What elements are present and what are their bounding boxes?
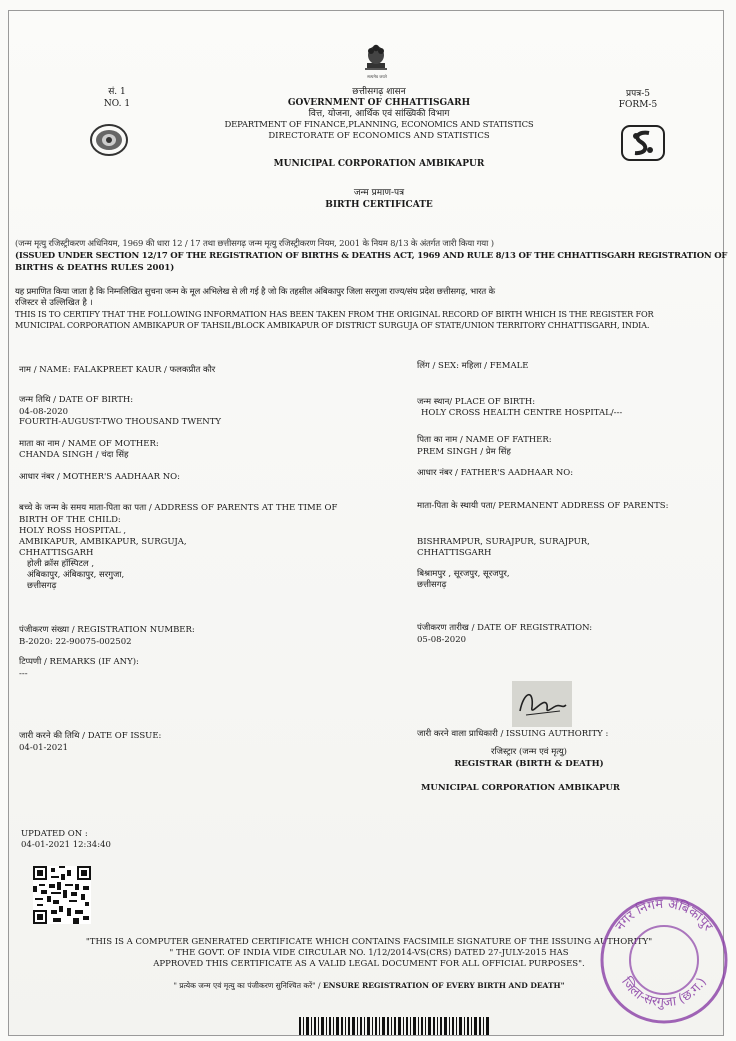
- registrar-english: REGISTRAR (BIRTH & DEATH): [454, 759, 604, 769]
- signature-scribble-icon: [512, 681, 572, 727]
- father-label: पिता का नाम / NAME OF FATHER:: [417, 435, 552, 445]
- certificate-title-english: BIRTH CERTIFICATE: [325, 200, 433, 210]
- ensure-registration-english: ENSURE REGISTRATION OF EVERY BIRTH AND DEATH": [322, 981, 565, 990]
- authority-organisation: MUNICIPAL CORPORATION AMBIKAPUR: [421, 783, 620, 793]
- national-emblem-icon: [361, 41, 391, 75]
- registrar-signature: [512, 681, 572, 727]
- dob-label: जन्म तिथि / DATE OF BIRTH:: [19, 395, 134, 405]
- form-hindi: प्रपत्र-5: [626, 89, 650, 99]
- issued-under-hindi: (जन्म मृत्यु रजिस्ट्रीकरण अधिनियम, 1969 की धारा 12 / 17 तथा छत्तीसगढ़ जन्म मृत्यु रजिस्ट्रीकरण नियम, 2001 के नियम 8/13 के अंतर्गत जारी किया गया ): [15, 239, 494, 249]
- permanent-address-en-1: BISHRAMPUR, SURAJPUR, SURAJPUR,: [417, 537, 590, 547]
- father-aadhaar: आधार नंबर / FATHER'S AADHAAR NO:: [417, 468, 574, 478]
- pob-label: जन्म स्थान/ PLACE OF BIRTH:: [417, 397, 536, 407]
- birth-address-en-2: AMBIKAPUR, AMBIKAPUR, SURGUJA,: [19, 537, 187, 547]
- child-sex: लिंग / SEX: महिला / FEMALE: [417, 361, 529, 371]
- issue-date-value: 04-01-2021: [19, 743, 69, 753]
- qr-code-icon[interactable]: [33, 866, 91, 924]
- number-english: NO. 1: [103, 99, 131, 109]
- registrar-hindi: रजिस्ट्रार (जन्म एवं मृत्यु): [491, 747, 567, 757]
- mother-value: CHANDA SINGH / चंदा सिंह: [19, 450, 129, 460]
- birth-address-en-1: HOLY ROSS HOSPITAL ,: [19, 526, 127, 536]
- crs-logo-icon: [619, 123, 667, 163]
- birth-address-hi-1: होली क्रॉस हॉस्पिटल ,: [27, 559, 95, 569]
- directorate: DIRECTORATE OF ECONOMICS AND STATISTICS: [268, 131, 490, 141]
- stamp-text-top: नगर निगम अंबिकापुर: [612, 896, 716, 934]
- issue-date-label: जारी करने की तिथि / DATE OF ISSUE:: [19, 731, 162, 741]
- number-hindi: सं. 1: [108, 87, 126, 97]
- registration-date-label: पंजीकरण तारीख / DATE OF REGISTRATION:: [417, 623, 593, 633]
- pob-value: HOLY CROSS HEALTH CENTRE HOSPITAL/---: [421, 408, 623, 418]
- birth-address-en-3: CHHATTISGARH: [19, 548, 94, 558]
- birth-address-label-2: BIRTH OF THE CHILD:: [19, 515, 121, 525]
- mother-label: माता का नाम / NAME OF MOTHER:: [19, 439, 159, 449]
- emblem-caption: सत्यमेव जयते: [367, 74, 387, 79]
- footer-note-3: APPROVED THIS CERTIFICATE AS A VALID LEGAL DOCUMENT FOR ALL OFFICIAL PURPOSES".: [153, 959, 585, 969]
- government-hindi: छत्तीसगढ़ शासन: [352, 87, 406, 97]
- issued-under-english-2: BIRTHS & DEATHS RULES 2001): [15, 263, 175, 273]
- footer-note-1: "THIS IS A COMPUTER GENERATED CERTIFICATE WHICH CONTAINS FACSIMILE SIGNATURE OF THE ISSUING AUTHORITY": [85, 937, 653, 947]
- certificate-title-hindi: जन्म प्रमाण-पत्र: [353, 188, 405, 198]
- certify-hindi-1: यह प्रमाणित किया जाता है कि निम्नलिखित सुचना जन्म के मूल अभिलेख से ली गई है जो कि तहसील अंबिकापुर जिला सरगुजा राज्य/संघ प्रदेश छत्तीसगढ़, भारत के: [15, 287, 495, 297]
- dob-value: 04-08-2020: [19, 407, 69, 417]
- footer-note-2: " THE GOVT. OF INDIA VIDE CIRCULAR NO. 1/12/2014-VS(CRS) DATED 27-JULY-2015 HAS: [169, 948, 569, 958]
- dob-words: FOURTH-AUGUST-TWO THOUSAND TWENTY: [19, 417, 221, 427]
- certify-english-1: THIS IS TO CERTIFY THAT THE FOLLOWING INFORMATION HAS BEEN TAKEN FROM THE ORIGINAL RECORD OF BIRTH WHICH IS THE REGISTER FOR: [15, 309, 654, 319]
- mother-aadhaar: आधार नंबर / MOTHER'S AADHAAR NO:: [19, 472, 180, 482]
- stamp-text-bottom: जिला-सरगुजा (छ.ग.): [618, 974, 710, 1011]
- form-english: FORM-5: [618, 100, 658, 110]
- municipal-stamp: [592, 880, 732, 1030]
- permanent-address-en-2: CHHATTISGARH: [417, 548, 492, 558]
- registration-date-value: 05-08-2020: [417, 635, 467, 645]
- birth-address-label-1: बच्चे के जन्म के समय माता-पिता का पता / ADDRESS OF PARENTS AT THE TIME OF: [19, 503, 338, 513]
- birth-address-hi-2: अंबिकापुर, अंबिकापुर, सरगुजा,: [27, 570, 125, 580]
- issued-under-english-1: (ISSUED UNDER SECTION 12/17 OF THE REGISTRATION OF BIRTHS & DEATHS ACT, 1969 AND RULE 8/13 OF THE CHHATTISGARH REGISTRATION OF: [15, 251, 728, 261]
- department-hindi: वित्त, योजना, आर्थिक एवं सांख्यिकी विभाग: [308, 109, 450, 119]
- state-seal-icon: [89, 123, 129, 157]
- updated-label: UPDATED ON :: [21, 829, 88, 839]
- ensure-registration: [69, 981, 669, 991]
- registration-number-label: पंजीकरण संख्या / REGISTRATION NUMBER:: [19, 625, 195, 635]
- child-name: नाम / NAME: FALAKPREET KAUR / फलकप्रीत कौर: [19, 365, 216, 375]
- remarks-label: टिप्पणी / REMARKS (IF ANY):: [19, 657, 139, 667]
- updated-value: 04-01-2021 12:34:40: [21, 840, 111, 850]
- registration-number-value: B-2020: 22-90075-002502: [19, 637, 132, 647]
- birth-address-hi-3: छत्तीसगढ़: [27, 581, 57, 591]
- remarks-value: ---: [19, 669, 28, 679]
- certify-hindi-2: रजिस्टर से उल्लिखित है ।: [15, 298, 93, 308]
- permanent-address-label: माता-पिता के स्थायी पता/ PERMANENT ADDRESS OF PARENTS:: [417, 501, 669, 511]
- barcode-icon[interactable]: [299, 1017, 489, 1035]
- issuing-authority-label: जारी करने वाला प्राधिकारी / ISSUING AUTHORITY :: [417, 729, 609, 739]
- ensure-registration-hindi: " प्रत्येक जन्म एवं मृत्यु का पंजीकरण सुनिश्चित करें" /: [173, 981, 321, 990]
- permanent-address-hi-2: छत्तीसगढ़: [417, 580, 447, 590]
- father-value: PREM SINGH / प्रेम सिंह: [417, 447, 511, 457]
- permanent-address-hi-1: बिश्रामपुर , सूरजपुर, सूरजपुर,: [417, 569, 510, 579]
- municipal-corporation: MUNICIPAL CORPORATION AMBIKAPUR: [273, 159, 485, 169]
- government-english: GOVERNMENT OF CHHATTISGARH: [287, 98, 471, 108]
- certify-english-2: MUNICIPAL CORPORATION AMBIKAPUR OF TAHSIL/BLOCK AMBIKAPUR OF DISTRICT SURGUJA OF STATE/UNION TERRITORY CHHATTISGARH, INDIA.: [15, 320, 650, 330]
- department-english: DEPARTMENT OF FINANCE,PLANNING, ECONOMICS AND STATISTICS: [224, 120, 534, 130]
